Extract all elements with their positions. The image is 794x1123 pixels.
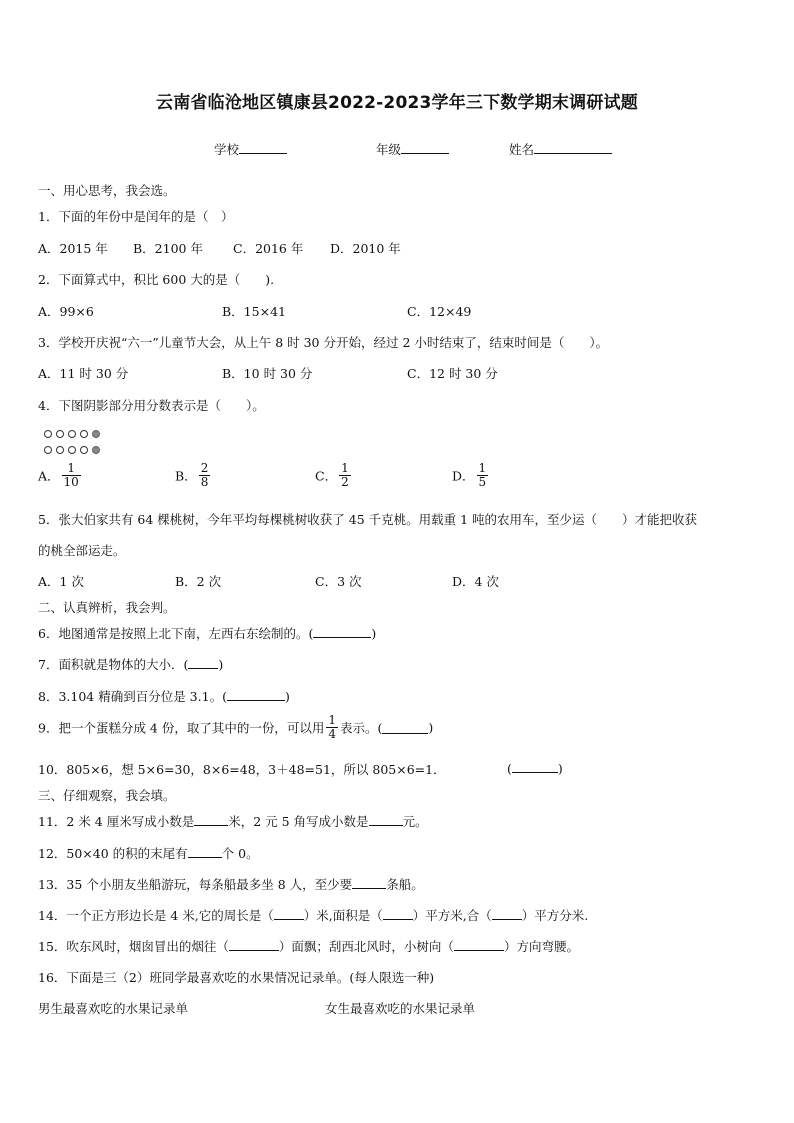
name-label: 姓名 xyxy=(509,142,535,157)
circle-icon xyxy=(68,430,76,438)
q9-text-post: 表示。( xyxy=(340,720,383,736)
q8-close: ) xyxy=(284,689,290,704)
q10-open: ( xyxy=(507,761,512,776)
fraction xyxy=(199,462,211,489)
school-label: 学校 xyxy=(214,142,240,157)
numerator: 1 xyxy=(328,713,336,727)
circle-icon xyxy=(68,446,76,454)
name-blank[interactable] xyxy=(534,141,612,154)
q5-option-b[interactable]: B．2 次 xyxy=(175,574,222,589)
q4-option-b[interactable] xyxy=(175,462,212,489)
q14-text-3: ）平方米,合（ xyxy=(412,908,492,923)
q14-blank-3[interactable] xyxy=(492,907,522,920)
section-2-heading: 二、认真辨析，我会判。 xyxy=(38,600,176,615)
q11-blank-2[interactable] xyxy=(369,813,403,826)
option-label: B． xyxy=(175,468,197,484)
section-1-heading: 一、用心思考，我会选。 xyxy=(38,183,176,198)
q2-option-a[interactable]: A．99×6 xyxy=(38,304,94,319)
q15-blank-1[interactable] xyxy=(229,938,279,951)
shaded-circle-icon xyxy=(92,446,100,454)
grade-blank[interactable] xyxy=(401,141,449,154)
numerator: 1 xyxy=(478,461,487,475)
school-blank[interactable] xyxy=(239,141,287,154)
q6-close: ) xyxy=(371,626,377,641)
q9-text: 9．把一个蛋糕分成 4 份，取了其中的一份，可以用 xyxy=(38,720,325,736)
name-field xyxy=(509,140,612,158)
denominator: 10 xyxy=(63,475,79,490)
shaded-circle-icon xyxy=(92,430,100,438)
numerator: 1 xyxy=(341,461,349,475)
q10-text: 10．805×6，想 5×6=30，8×6=48，3＋48=51，所以 805×6=1． xyxy=(38,762,446,777)
q5-option-d[interactable]: D．4 次 xyxy=(452,574,499,589)
circle-icon xyxy=(56,446,64,454)
q1-stem: 1．下面的年份中是闰年的是（ ） xyxy=(38,209,234,224)
denominator: 5 xyxy=(478,475,487,490)
q8-text: 8．3.104 精确到百分位是 3.1。( xyxy=(38,689,227,704)
q14-blank-2[interactable] xyxy=(383,907,413,920)
q6-answer-blank[interactable] xyxy=(313,625,371,638)
q11 xyxy=(38,812,428,830)
fraction xyxy=(339,462,351,489)
q9 xyxy=(38,714,433,741)
q15-text-1: 15．吹东风时，烟囱冒出的烟往（ xyxy=(38,939,229,954)
q6 xyxy=(38,624,376,642)
q4-circle-row-1 xyxy=(44,429,104,439)
q12 xyxy=(38,844,259,862)
q4-circle-row-2 xyxy=(44,445,104,455)
q1-option-b[interactable]: B．2100 年 xyxy=(133,241,203,256)
q12-blank[interactable] xyxy=(188,845,222,858)
q5-option-c[interactable]: C．3 次 xyxy=(315,574,362,589)
q5-option-a[interactable]: A．1 次 xyxy=(38,574,84,589)
q13 xyxy=(38,875,424,893)
q12-text-1: 12．50×40 的积的末尾有 xyxy=(38,846,188,861)
fraction xyxy=(62,462,81,489)
q11-text-3: 元。 xyxy=(402,814,428,829)
q4-option-d[interactable] xyxy=(452,462,490,489)
school-field xyxy=(214,140,287,158)
option-label: A． xyxy=(38,468,60,484)
q15-text-2: ）面飘；刮西北风时，小树向（ xyxy=(278,939,454,954)
denominator: 4 xyxy=(328,727,336,742)
q2-option-c[interactable]: C．12×49 xyxy=(407,304,472,319)
q14 xyxy=(38,906,588,924)
q13-text-2: 条船。 xyxy=(386,877,424,892)
circle-icon xyxy=(80,446,88,454)
q11-blank-1[interactable] xyxy=(194,813,228,826)
q10-close: ) xyxy=(557,761,563,776)
q15-blank-2[interactable] xyxy=(454,938,504,951)
q13-text-1: 13．35 个小朋友坐船游玩，每条船最多坐 8 人，至少要 xyxy=(38,877,353,892)
q14-text-1: 14．一个正方形边长是 4 米,它的周长是（ xyxy=(38,908,274,923)
q9-fraction xyxy=(326,714,338,741)
grade-label: 年级 xyxy=(376,142,402,157)
circle-icon xyxy=(44,430,52,438)
circle-icon xyxy=(56,430,64,438)
q7 xyxy=(38,655,223,673)
q3-option-b[interactable]: B．10 时 30 分 xyxy=(222,366,313,381)
denominator: 8 xyxy=(200,475,209,490)
q3-stem: 3．学校开庆祝“六一”儿童节大会，从上午 8 时 30 分开始，经过 2 小时结束了，结束时间是（ ）。 xyxy=(38,335,609,350)
q14-text-4: ）平方分米. xyxy=(521,908,589,923)
q1-option-c[interactable]: C．2016 年 xyxy=(233,241,304,256)
q7-answer-blank[interactable] xyxy=(188,656,218,669)
q10-answer xyxy=(507,760,563,776)
numerator: 1 xyxy=(67,461,75,475)
q16-girls-table-title: 女生最喜欢吃的水果记录单 xyxy=(325,1001,476,1016)
q14-text-2: ）米,面积是（ xyxy=(303,908,383,923)
q7-text: 7．面积就是物体的大小．( xyxy=(38,657,189,672)
q8-answer-blank[interactable] xyxy=(227,688,285,701)
q16-stem: 16．下面是三（2）班同学最喜欢吃的水果情况记录单。(每人限选一种) xyxy=(38,970,435,985)
q5-stem-line2: 的桃全部运走。 xyxy=(38,543,126,558)
q12-text-2: 个 0。 xyxy=(221,846,259,861)
q1-option-a[interactable]: A．2015 年 xyxy=(38,241,108,256)
q8 xyxy=(38,687,290,705)
q13-blank[interactable] xyxy=(352,876,386,889)
q4-option-a[interactable] xyxy=(38,462,83,489)
q16-boys-table-title: 男生最喜欢吃的水果记录单 xyxy=(38,1001,189,1016)
section-3-heading: 三、仔细观察，我会填。 xyxy=(38,788,176,803)
q10-answer-blank[interactable] xyxy=(512,760,558,773)
option-label: C． xyxy=(315,468,338,484)
q15-text-3: ）方向弯腰。 xyxy=(503,939,579,954)
page-title: 云南省临沧地区镇康县2022-2023学年三下数学期末调研试题 xyxy=(156,93,638,113)
q15 xyxy=(38,937,579,955)
q6-text: 6．地图通常是按照上北下南，左西右东绘制的。( xyxy=(38,626,314,641)
q4-stem: 4．下图阴影部分用分数表示是（ ）。 xyxy=(38,398,265,413)
q9-close: ) xyxy=(428,720,434,736)
q5-stem-line1: 5．张大伯家共有 64 棵桃树，今年平均每棵桃树收获了 45 千克桃。用载重 1 吨的农用车，至少运（ ）才能把收获 xyxy=(38,512,698,527)
q7-close: ) xyxy=(218,657,224,672)
q14-blank-1[interactable] xyxy=(274,907,304,920)
numerator: 2 xyxy=(200,461,209,475)
q11-text-1: 11．2 米 4 厘米写成小数是 xyxy=(38,814,195,829)
fraction xyxy=(477,462,489,489)
q2-stem: 2．下面算式中，积比 600 大的是（ ). xyxy=(38,272,275,287)
q2-option-b[interactable]: B．15×41 xyxy=(222,304,286,319)
denominator: 2 xyxy=(341,475,349,490)
q9-answer-blank[interactable] xyxy=(382,721,428,734)
circle-icon xyxy=(44,446,52,454)
q4-option-c[interactable] xyxy=(315,462,353,489)
q3-option-c[interactable]: C．12 时 30 分 xyxy=(407,366,498,381)
q11-text-2: 米，2 元 5 角写成小数是 xyxy=(228,814,369,829)
option-label: D． xyxy=(452,468,475,484)
circle-icon xyxy=(80,430,88,438)
grade-field xyxy=(376,140,449,158)
q1-option-d[interactable]: D．2010 年 xyxy=(330,241,401,256)
q3-option-a[interactable]: A．11 时 30 分 xyxy=(38,366,129,381)
